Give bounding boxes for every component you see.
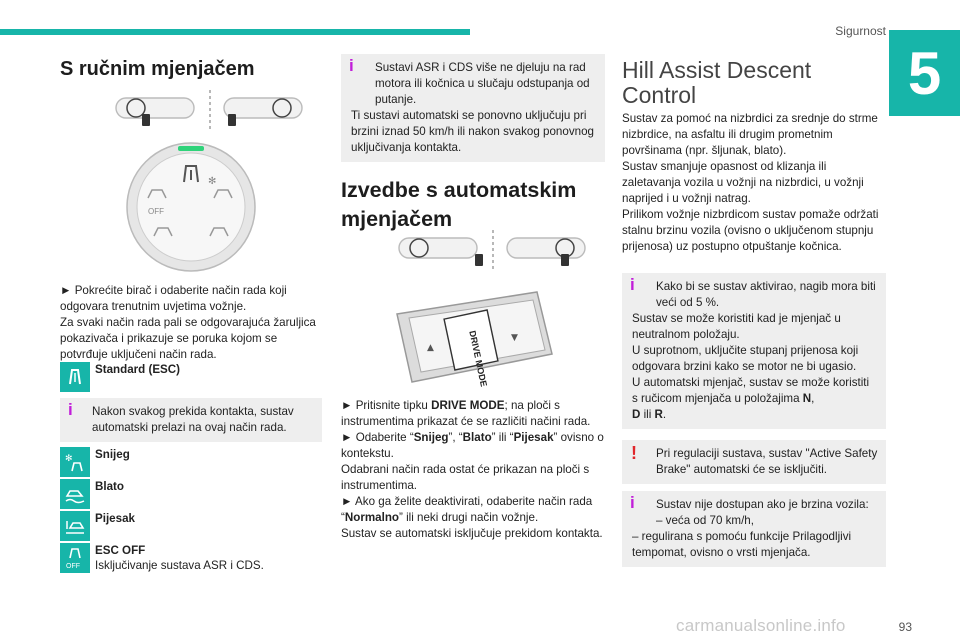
- info-icon: i: [349, 56, 354, 75]
- note-text: – veća od 70 km/h,: [656, 514, 754, 527]
- note-text: Ti sustavi automatski se ponovno uključuju pri brzini iznad 50 km/h ili nakon svakog ponovnog uključivanja kontakta.: [351, 109, 594, 154]
- dial-off-text: OFF: [148, 207, 164, 216]
- mode-snow: [60, 447, 130, 477]
- instruction-select-mode: ► Odaberite “Snijeg”, “Blato” ili “Pijesak” ovisno o kontekstu.: [341, 431, 604, 460]
- svg-text:✻: ✻: [208, 176, 217, 187]
- esc-off-icon: [60, 543, 90, 573]
- header-accent-bar: [0, 29, 470, 35]
- hill-assist-speed: Prilikom vožnje nizbrdicom sustav pomaže održati stalnu brzinu vozila (ovisno o uključenom stupnju prijenosa) uz postupno otpuštanje kočnica.: [622, 208, 879, 253]
- drive-mode-dial-illustration: [124, 140, 258, 274]
- mode-desc: Isključivanje sustava ASR i CDS.: [95, 559, 264, 572]
- info-icon: i: [68, 400, 73, 419]
- svg-text:✻: ✻: [65, 454, 73, 464]
- instruction-turn-selector: ► Pokrećite birač i odaberite način rada koji odgovara trenutnim uvjetima vožnje.: [60, 284, 287, 313]
- note-activation: [622, 273, 886, 429]
- hill-assist-intro: Sustav za pomoć na nizbrdici za srednje do strme nizbrdice, na asfaltu ili drugim prometnim površinama (npr. šljunak, blato).: [622, 112, 878, 157]
- mode-title: Snijeg: [95, 448, 130, 461]
- snow-icon: [60, 447, 90, 477]
- hill-assist-risk: Sustav smanjuje opasnost od klizanja ili zaletavanja vozila u vožnji na nizbrdici, u vožnji naprijed i u vožnji natrag.: [622, 160, 864, 205]
- note-text: Nakon svakog prekida kontakta, sustav automatski prelazi na ovaj način rada.: [92, 405, 294, 434]
- text-auto-off: Sustav se automatski isključuje prekidom kontakta.: [341, 527, 603, 540]
- note-text: Pri regulaciji sustava, sustav "Active Safety Brake" automatski će se isključiti.: [656, 447, 878, 476]
- section-name: Sigurnost: [835, 24, 886, 38]
- note-text: U automatski mjenjač, sustav se može koristiti s ručicom mjenjača u položajima N, D ili R.: [632, 376, 870, 421]
- mode-title: Pijesak: [95, 512, 135, 525]
- steering-wheel-pair-illustration: [393, 228, 593, 272]
- heading-hill-assist: Hill Assist Descent Control: [622, 57, 812, 108]
- mode-title: Blato: [95, 480, 124, 493]
- note-unavailable: [622, 491, 886, 567]
- chapter-number: 5: [889, 30, 960, 116]
- standard-esc-icon: [60, 362, 90, 392]
- svg-text:▲: ▲: [427, 343, 434, 353]
- instruction-indicator: Za svaki način rada pali se odgovarajuća žaruljica pokazivača i prikazuje se poruka kojom se potvrđuje uključeni način rada.: [60, 316, 316, 361]
- sand-icon: [60, 511, 90, 541]
- info-icon: i: [630, 275, 635, 294]
- drive-mode-button-label: DRIVE MODE: [467, 329, 489, 388]
- note-text: Sustavi ASR i CDS više ne djeluju na rad motora ili kočnica u slučaju odstupanja od putanje.: [375, 61, 590, 106]
- note-text: Sustav se može koristiti kad je mjenjač u neutralnom položaju.: [632, 312, 841, 341]
- instruction-deactivate: ► Ako ga želite deaktivirati, odaberite način rada “Normalno” ili neki drugi način vožnje.: [341, 495, 593, 524]
- mode-sand: [60, 511, 135, 541]
- mode-title: Standard (ESC): [95, 363, 181, 376]
- info-icon: i: [630, 493, 635, 512]
- warning-icon: !: [631, 443, 637, 463]
- mud-icon: [60, 479, 90, 509]
- note-text: – regulirana s pomoću funkcije Prilagodljivi tempomat, ovisno o vrsti mjenjača.: [632, 530, 852, 559]
- watermark: carmanualsonline.info: [676, 616, 846, 635]
- mode-title: ESC OFF: [95, 544, 146, 557]
- note-asr-cds: [341, 54, 605, 162]
- note-text: Kako bi se sustav aktivirao, nagib mora biti veći od 5 %.: [656, 280, 876, 309]
- note-text: U suprotnom, uključite stupanj prijenosa koji odgovara brzini kako se motor ne bi ugasio.: [632, 344, 859, 373]
- mode-mud: [60, 479, 124, 509]
- instruction-press-drive-mode: ► Pritisnite tipku DRIVE MODE; na ploči s instrumentima prikazat će se različiti načini rada.: [341, 399, 591, 428]
- note-active-safety-brake: [622, 440, 886, 484]
- page-number: 93: [898, 620, 912, 634]
- svg-text:▼: ▼: [511, 333, 518, 343]
- note-text: Sustav nije dostupan ako je brzina vozila:: [656, 498, 869, 511]
- steering-wheel-pair-illustration: [110, 88, 310, 132]
- text-mode-displayed: Odabrani način rada ostat će prikazan na ploči s instrumentima.: [341, 463, 590, 492]
- heading-automatic: Izvedbe s automatskim mjenjačem: [341, 178, 577, 231]
- drive-mode-button-illustration: [387, 284, 557, 390]
- svg-text:OFF: OFF: [66, 563, 80, 570]
- mode-esc-off: [60, 543, 264, 573]
- note-after-ignition: [60, 398, 322, 442]
- heading-manual: S ručnim mjenjačem: [60, 58, 255, 80]
- mode-standard-esc: [60, 362, 180, 392]
